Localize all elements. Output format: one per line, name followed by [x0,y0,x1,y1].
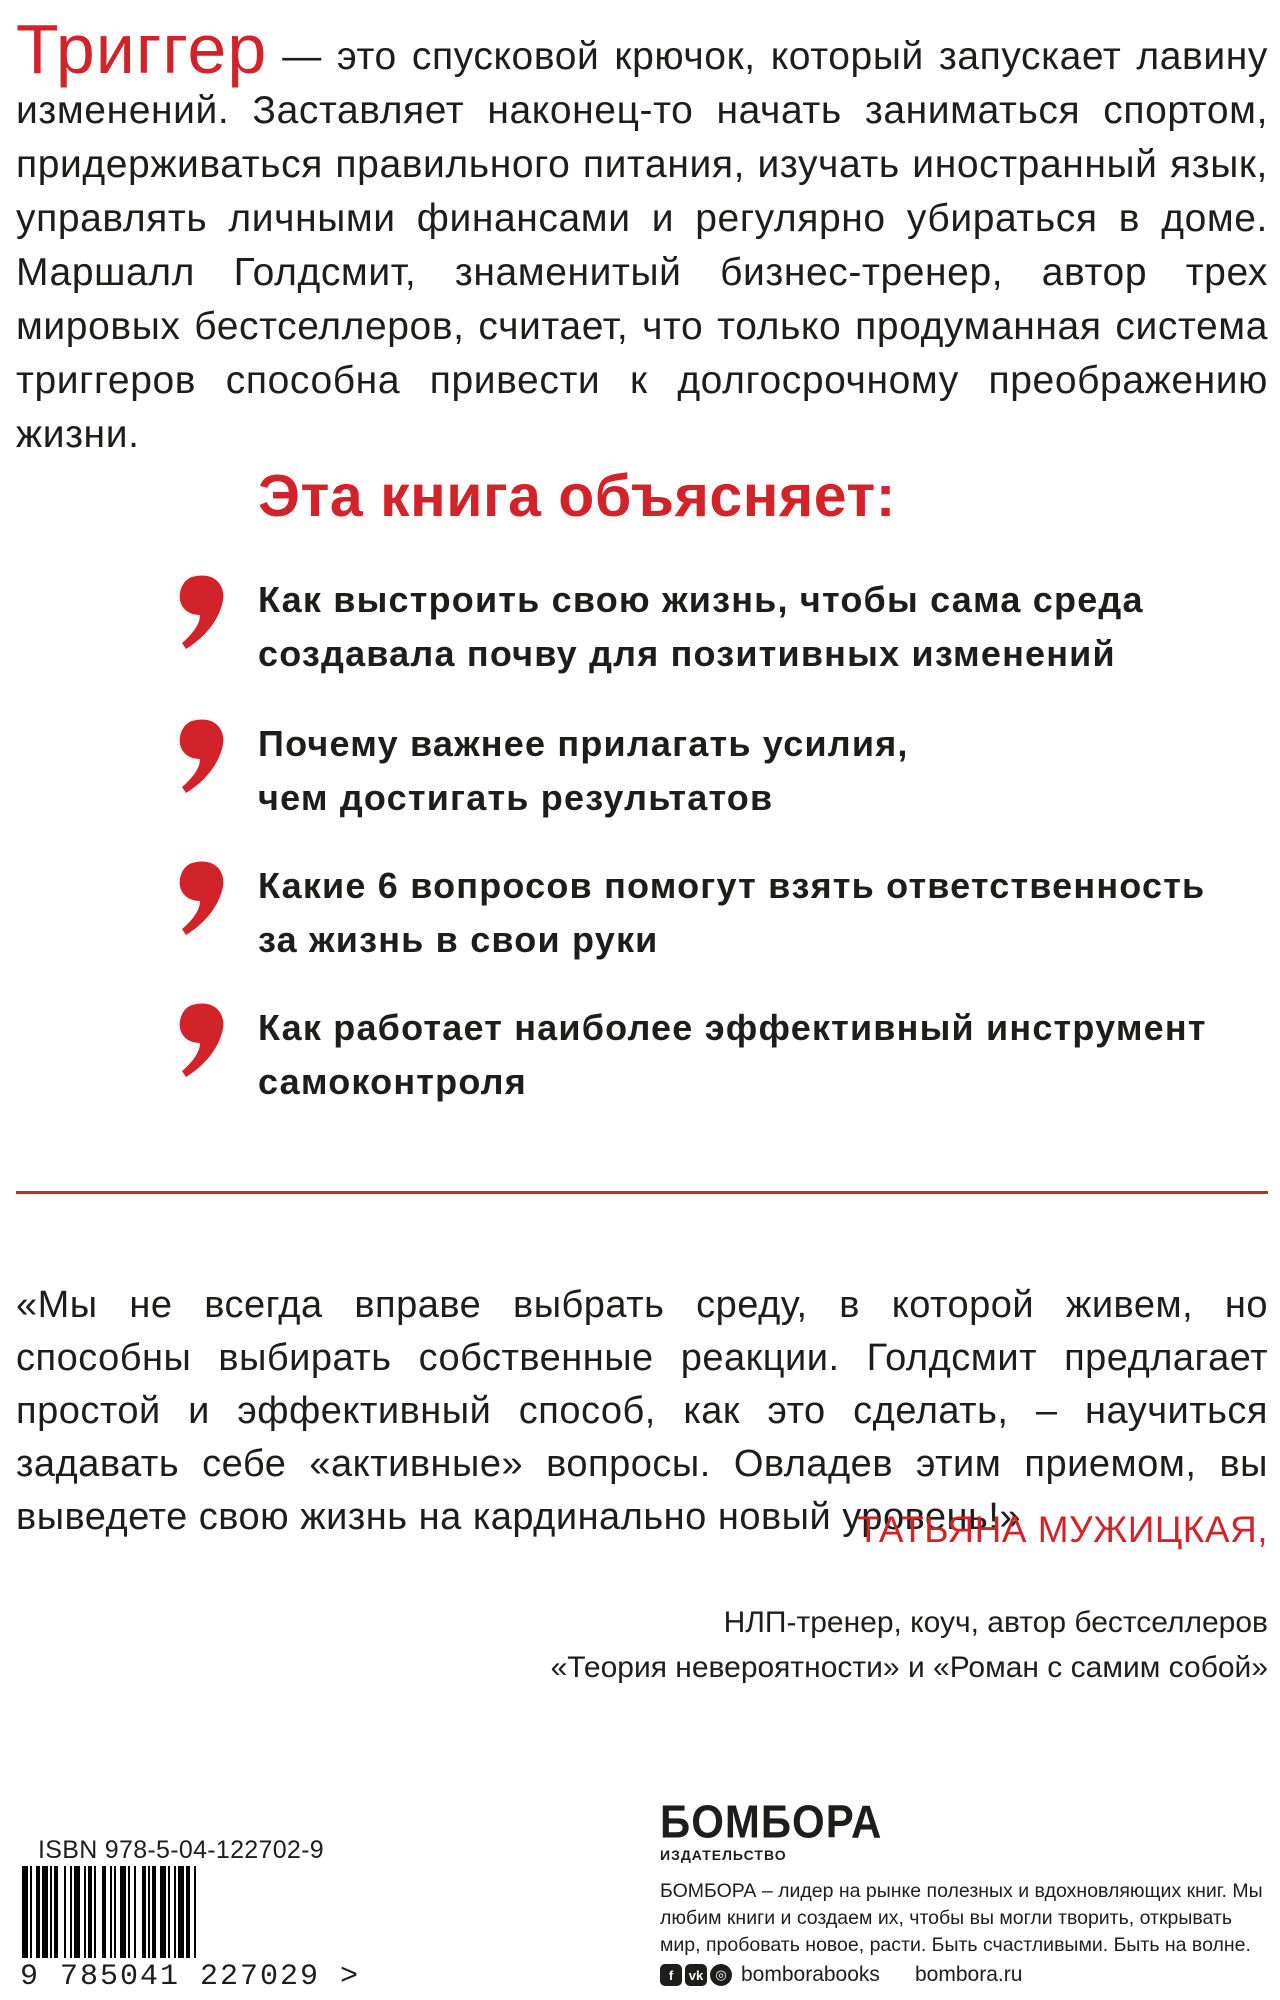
intro-paragraph [16,10,1268,462]
divider [16,1191,1268,1194]
author-desc-line: НЛП-тренер, коуч, автор бестселлеров [723,1606,1268,1639]
quote-author: ТАТЬЯНА МУЖИЦКАЯ, [857,1509,1268,1550]
barcode-icon [20,1866,310,1958]
author-desc-line: «Теория невероятности» и «Роман с самим собой» [550,1651,1268,1684]
list-item-line: создавала почву для позитивных изменений [258,633,1116,674]
intro-text: — это спусковой крючок, который запускает лавину изменений. Заставляет наконец-то начать заниматься спортом, придерживаться правильного питания, изучать иностранный язык, управлять личными финансами и регулярно убираться в доме. Маршалл Голдсмит, знаменитый бизнес-тренер, автор трех мировых бестселлеров, считает, что только продуманная система триггеров способна привести к долгосрочному преображению жизни. [16,35,1268,456]
list-item-line: Как работает наиболее эффективный инструмент [258,1007,1207,1048]
social-links [660,1963,880,1987]
list-item-line: за жизнь в свои руки [258,919,659,960]
quote-author-description [368,1600,1268,1690]
list-item-text [258,1001,1258,1109]
list-item-line: чем достигать результатов [258,777,774,818]
isbn: ISBN 978-5-04-122702-9 [38,1836,324,1864]
barcode-digits: 9 785041 227029 > [20,1960,361,1994]
list-item-text [258,859,1258,967]
list-item-text [258,717,1258,825]
publisher-description: БОМБОРА – лидер на рынке полезных и вдохновляющих книг. Мы любим книги и создаем их, чтобы вы могли творить, открывать мир, пробовать новое, расти. Быть счастливыми. Быть на волне. [660,1880,1263,1956]
list-item-line: Какие 6 вопросов помогут взять ответственность [258,865,1206,906]
comma-bullet-icon [172,717,232,797]
social-handle[interactable]: bomborabooks [741,1963,880,1986]
website-link[interactable]: bombora.ru [915,1963,1023,1986]
publisher-logo: БОМБОРА [660,1795,883,1848]
intro-highlight: Триггер [16,10,268,88]
quote-text: «Мы не всегда вправе выбрать среду, в которой живем, но способны выбирать собственные реакции. Голдсмит предлагает простой и эффективный способ, как это сделать, – научиться задавать себе «активные» вопросы. Овладев этим приемом, вы выведете свою жизнь на кардинально новый уровень!» [16,1284,1268,1538]
list-item-line: Как выстроить свою жизнь, чтобы сама среда [258,579,1144,620]
comma-bullet-icon [172,859,232,939]
list-item-line: самоконтроля [258,1061,527,1102]
explains-title: Эта книга объясняет: [258,463,896,529]
comma-bullet-icon [172,1001,232,1081]
vk-icon[interactable]: vk [685,1964,707,1986]
list-item-text [258,573,1258,681]
facebook-icon[interactable]: f [660,1964,682,1986]
list-item-line: Почему важнее прилагать усилия, [258,723,909,764]
publisher-subtitle: ИЗДАТЕЛЬСТВО [660,1847,787,1863]
comma-bullet-icon [172,573,232,653]
instagram-icon[interactable]: ◎ [710,1964,732,1986]
